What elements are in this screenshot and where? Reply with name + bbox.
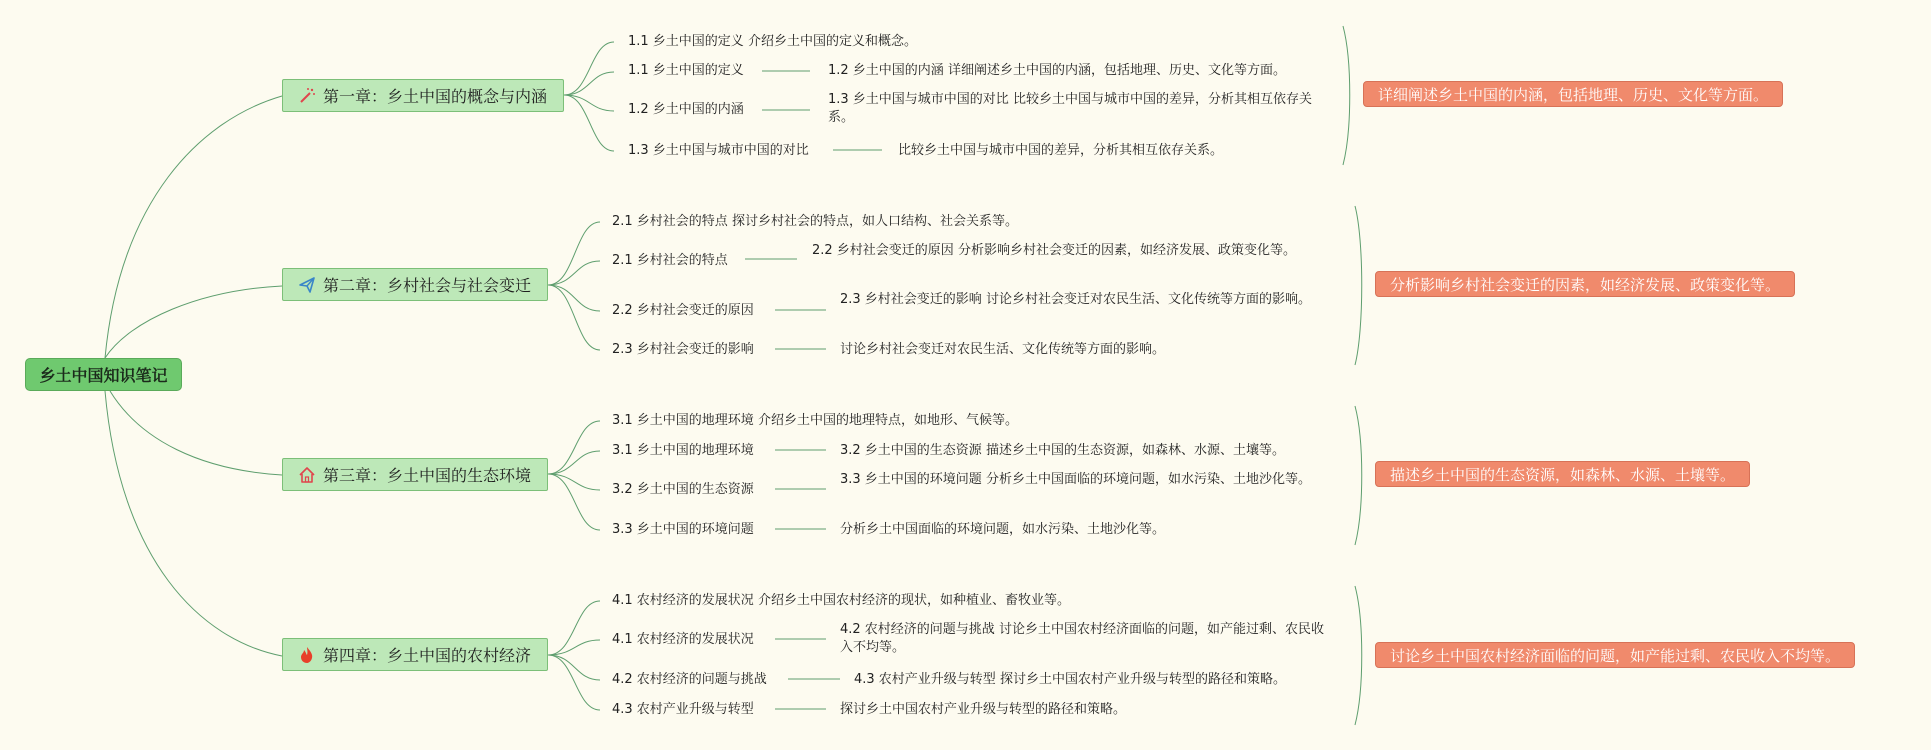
chapter-3-item-3-detail[interactable]: 分析乡土中国面临的环境问题，如水污染、土地沙化等。 — [840, 522, 1166, 537]
chapter-3-summary[interactable]: 描述乡土中国的生态资源，如森林、水源、土壤等。 — [1375, 461, 1750, 487]
chapter-4-item-3[interactable]: 4.3 农村产业升级与转型 — [612, 702, 754, 717]
chapter-2-item-1-detail[interactable]: 2.2 乡村社会变迁的原因 分析影响乡村社会变迁的因素，如经济发展、政策变化等。 — [812, 243, 1296, 258]
chapter-4-summary[interactable]: 讨论乡土中国农村经济面临的问题，如产能过剩、农民收入不均等。 — [1375, 642, 1855, 668]
chapter-1-item-2-detail[interactable]: 1.3 乡土中国与城市中国的对比 比较乡土中国与城市中国的差异，分析其相互依存关系。 — [828, 92, 1312, 125]
chapter-1-summary[interactable]: 详细阐述乡土中国的内涵，包括地理、历史、文化等方面。 — [1363, 81, 1783, 107]
chapter-4-item-2[interactable]: 4.2 农村经济的问题与挑战 — [612, 672, 767, 687]
chapter-2-item-2[interactable]: 2.2 乡村社会变迁的原因 — [612, 303, 754, 318]
chapter-4-item-1[interactable]: 4.1 农村经济的发展状况 — [612, 632, 754, 647]
chapter-4-item-3-detail[interactable]: 探讨乡土中国农村产业升级与转型的路径和策略。 — [840, 702, 1127, 717]
chapter-1-node[interactable] — [282, 79, 564, 112]
chapter-1-item-2[interactable]: 1.2 乡土中国的内涵 — [628, 102, 744, 117]
chapter-1-item-3-detail[interactable]: 比较乡土中国与城市中国的差异，分析其相互依存关系。 — [898, 143, 1224, 158]
fire-icon — [297, 645, 317, 665]
chapter-4-item-1-detail[interactable]: 4.2 农村经济的问题与挑战 讨论乡土中国农村经济面临的问题，如产能过剩、农民收入不均等。 — [840, 622, 1324, 655]
chapter-4-first-item[interactable]: 4.1 农村经济的发展状况 介绍乡土中国农村经济的现状，如种植业、畜牧业等。 — [612, 593, 1070, 608]
chapter-1-item-1-detail[interactable]: 1.2 乡土中国的内涵 详细阐述乡土中国的内涵，包括地理、历史、文化等方面。 — [828, 63, 1286, 78]
chapter-1-label: 第一章：乡土中国的概念与内涵 — [323, 87, 548, 106]
chapter-2-first-item[interactable]: 2.1 乡村社会的特点 探讨乡村社会的特点，如人口结构、社会关系等。 — [612, 214, 1018, 229]
chapter-2-label: 第二章：乡村社会与社会变迁 — [323, 276, 532, 295]
chapter-3-item-2[interactable]: 3.2 乡土中国的生态资源 — [612, 482, 754, 497]
chapter-4-label: 第四章：乡土中国的农村经济 — [323, 646, 532, 665]
chapter-3-node[interactable] — [282, 458, 548, 491]
chapter-3-item-1[interactable]: 3.1 乡土中国的地理环境 — [612, 443, 754, 458]
chapter-3-label: 第三章：乡土中国的生态环境 — [323, 466, 532, 485]
chapter-1-item-1[interactable]: 1.1 乡土中国的定义 — [628, 63, 744, 78]
chapter-3-item-2-detail[interactable]: 3.3 乡土中国的环境问题 分析乡土中国面临的环境问题，如水污染、土地沙化等。 — [840, 472, 1311, 487]
chapter-2-item-1[interactable]: 2.1 乡村社会的特点 — [612, 253, 728, 268]
chapter-3-first-item[interactable]: 3.1 乡土中国的地理环境 介绍乡土中国的地理特点，如地形、气候等。 — [612, 413, 1018, 428]
chapter-2-item-2-detail[interactable]: 2.3 乡村社会变迁的影响 讨论乡村社会变迁对农民生活、文化传统等方面的影响。 — [840, 292, 1311, 307]
root-node[interactable] — [25, 358, 182, 391]
root-label: 乡土中国知识笔记 — [39, 366, 168, 385]
chapter-4-item-2-detail[interactable]: 4.3 农村产业升级与转型 探讨乡土中国农村产业升级与转型的路径和策略。 — [854, 672, 1286, 687]
chapter-2-summary[interactable]: 分析影响乡村社会变迁的因素，如经济发展、政策变化等。 — [1375, 271, 1795, 297]
house-icon — [297, 465, 317, 485]
chapter-3-item-3[interactable]: 3.3 乡土中国的环境问题 — [612, 522, 754, 537]
magic-wand-icon — [297, 86, 317, 106]
paper-plane-icon — [297, 275, 317, 295]
chapter-2-node[interactable] — [282, 268, 548, 301]
chapter-4-node[interactable] — [282, 638, 548, 671]
chapter-3-item-1-detail[interactable]: 3.2 乡土中国的生态资源 描述乡土中国的生态资源，如森林、水源、土壤等。 — [840, 443, 1285, 458]
chapter-2-item-3[interactable]: 2.3 乡村社会变迁的影响 — [612, 342, 754, 357]
chapter-1-first-item[interactable]: 1.1 乡土中国的定义 介绍乡土中国的定义和概念。 — [628, 34, 917, 49]
chapter-1-item-3[interactable]: 1.3 乡土中国与城市中国的对比 — [628, 143, 809, 158]
chapter-2-item-3-detail[interactable]: 讨论乡村社会变迁对农民生活、文化传统等方面的影响。 — [840, 342, 1166, 357]
